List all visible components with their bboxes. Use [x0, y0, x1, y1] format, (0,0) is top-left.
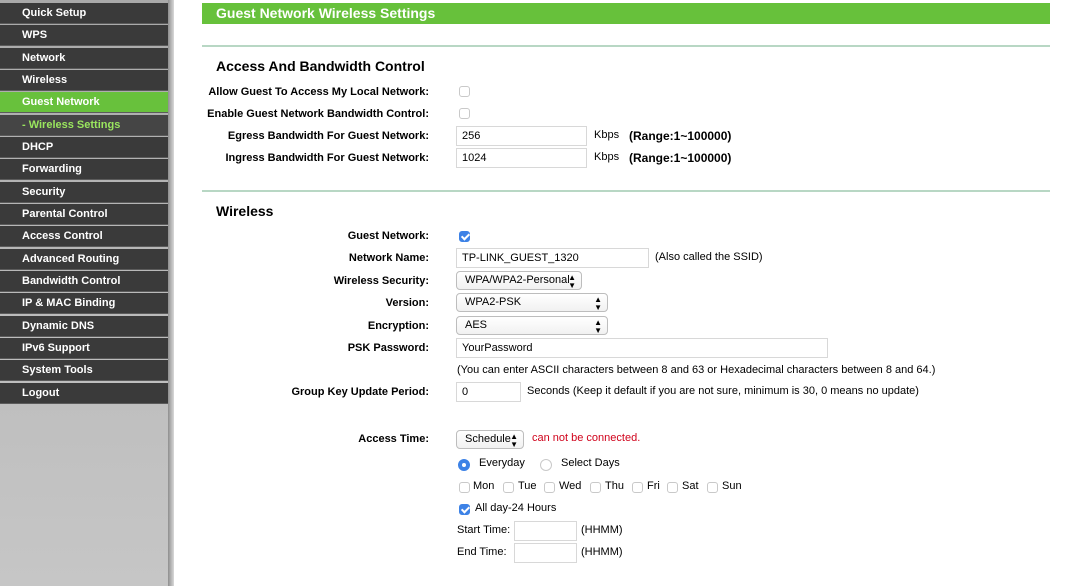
group-key-input[interactable]: 0: [456, 382, 521, 402]
sidebar-item-guest-network[interactable]: Guest Network: [0, 92, 168, 113]
end-time-label: End Time:: [457, 546, 507, 558]
day-fri-label: Fri: [647, 480, 660, 492]
access-time-value: Schedule: [465, 433, 511, 445]
egress-label: Egress Bandwidth For Guest Network:: [227, 130, 429, 142]
wireless-security-select[interactable]: [456, 271, 582, 290]
sidebar-item-forwarding[interactable]: Forwarding: [0, 159, 168, 180]
select-days-radio[interactable]: [540, 459, 552, 471]
everyday-label: Everyday: [479, 457, 525, 469]
access-time-warning: can not be connected.: [532, 432, 641, 444]
version-select[interactable]: [456, 293, 608, 312]
sidebar-item-ip-mac-binding[interactable]: IP & MAC Binding: [0, 293, 168, 314]
sidebar: [0, 0, 168, 586]
sidebar-item-ipv6-support[interactable]: IPv6 Support: [0, 338, 168, 359]
sidebar-item-network[interactable]: Network: [0, 48, 168, 69]
section-title-wireless: Wireless: [216, 203, 274, 219]
encryption-value: AES: [465, 319, 488, 331]
select-arrows-icon: ▲ ▼: [594, 318, 602, 335]
sidebar-item-wps[interactable]: WPS: [0, 25, 168, 46]
day-sun-label: Sun: [722, 480, 742, 492]
sidebar-item-wireless[interactable]: Wireless: [0, 70, 168, 91]
allow-local-checkbox[interactable]: [459, 86, 470, 97]
sidebar-item-wireless-settings[interactable]: - Wireless Settings: [0, 115, 168, 136]
day-mon-checkbox[interactable]: [459, 482, 470, 493]
day-tue-checkbox[interactable]: [503, 482, 514, 493]
allday-checkbox[interactable]: [459, 504, 470, 515]
sidebar-border: [168, 0, 174, 586]
day-wed-checkbox[interactable]: [544, 482, 555, 493]
ssid-note: (Also called the SSID): [655, 251, 763, 263]
sidebar-item-access-control[interactable]: Access Control: [0, 226, 168, 247]
encryption-select[interactable]: [456, 316, 608, 335]
psk-hint: (You can enter ASCII characters between 8 and 63 or Hexadecimal characters between 8 and 64.): [457, 364, 936, 376]
sidebar-item-parental-control[interactable]: Parental Control: [0, 204, 168, 225]
psk-password-label: PSK Password:: [347, 342, 429, 354]
sidebar-item-security[interactable]: Security: [0, 182, 168, 203]
day-mon-label: Mon: [473, 480, 495, 492]
ingress-label: Ingress Bandwidth For Guest Network:: [225, 152, 429, 164]
guest-network-checkbox[interactable]: [459, 231, 470, 242]
day-thu-checkbox[interactable]: [590, 482, 601, 493]
section-divider: [202, 45, 1050, 47]
enable-bw-label: Enable Guest Network Bandwidth Control:: [207, 108, 429, 120]
network-name-label: Network Name:: [348, 252, 429, 264]
wireless-security-label: Wireless Security:: [333, 275, 429, 287]
select-days-label: Select Days: [561, 457, 620, 469]
ingress-range: (Range:1~100000): [629, 151, 732, 165]
allday-label: All day-24 Hours: [475, 502, 557, 514]
allow-local-label: Allow Guest To Access My Local Network:: [208, 86, 429, 98]
page-title: Guest Network Wireless Settings: [202, 3, 1050, 24]
wireless-security-value: WPA/WPA2-Personal: [465, 274, 570, 286]
day-tue-label: Tue: [518, 480, 537, 492]
start-time-label: Start Time:: [457, 524, 511, 536]
sidebar-item-bandwidth-control[interactable]: Bandwidth Control: [0, 271, 168, 292]
day-sat-label: Sat: [682, 480, 699, 492]
day-thu-label: Thu: [605, 480, 624, 492]
group-key-hint: Seconds (Keep it default if you are not sure, minimum is 30, 0 means no update): [527, 385, 919, 397]
select-arrows-icon: ▲ ▼: [510, 432, 518, 449]
section-title-access: Access And Bandwidth Control: [216, 58, 425, 74]
end-time-input[interactable]: [514, 543, 577, 563]
day-wed-label: Wed: [559, 480, 582, 492]
sidebar-item-system-tools[interactable]: System Tools: [0, 360, 168, 381]
version-value: WPA2-PSK: [465, 296, 522, 308]
version-label: Version:: [385, 297, 429, 309]
guest-network-label: Guest Network:: [347, 230, 429, 242]
access-time-label: Access Time:: [358, 433, 429, 445]
network-name-input[interactable]: TP-LINK_GUEST_1320: [456, 248, 649, 268]
psk-password-input[interactable]: YourPassword: [456, 338, 828, 358]
end-time-format: (HHMM): [581, 546, 623, 558]
sidebar-item-advanced-routing[interactable]: Advanced Routing: [0, 249, 168, 270]
start-time-input[interactable]: [514, 521, 577, 541]
egress-range: (Range:1~100000): [629, 129, 732, 143]
day-fri-checkbox[interactable]: [632, 482, 643, 493]
day-sun-checkbox[interactable]: [707, 482, 718, 493]
egress-input[interactable]: 256: [456, 126, 587, 146]
sidebar-item-dhcp[interactable]: DHCP: [0, 137, 168, 158]
everyday-radio[interactable]: [458, 459, 470, 471]
encryption-label: Encryption:: [367, 320, 429, 332]
ingress-input[interactable]: 1024: [456, 148, 587, 168]
sidebar-item-logout[interactable]: Logout: [0, 383, 168, 404]
group-key-label: Group Key Update Period:: [291, 386, 429, 398]
enable-bw-checkbox[interactable]: [459, 108, 470, 119]
egress-unit: Kbps: [594, 129, 620, 141]
day-sat-checkbox[interactable]: [667, 482, 678, 493]
sidebar-item-dynamic-dns[interactable]: Dynamic DNS: [0, 316, 168, 337]
start-time-format: (HHMM): [581, 524, 623, 536]
section-divider: [202, 190, 1050, 192]
sidebar-item-quick-setup[interactable]: Quick Setup: [0, 3, 168, 24]
access-time-select[interactable]: [456, 430, 524, 449]
select-arrows-icon: ▲ ▼: [594, 295, 602, 312]
select-arrows-icon: ▲ ▼: [568, 273, 576, 290]
ingress-unit: Kbps: [594, 151, 620, 163]
